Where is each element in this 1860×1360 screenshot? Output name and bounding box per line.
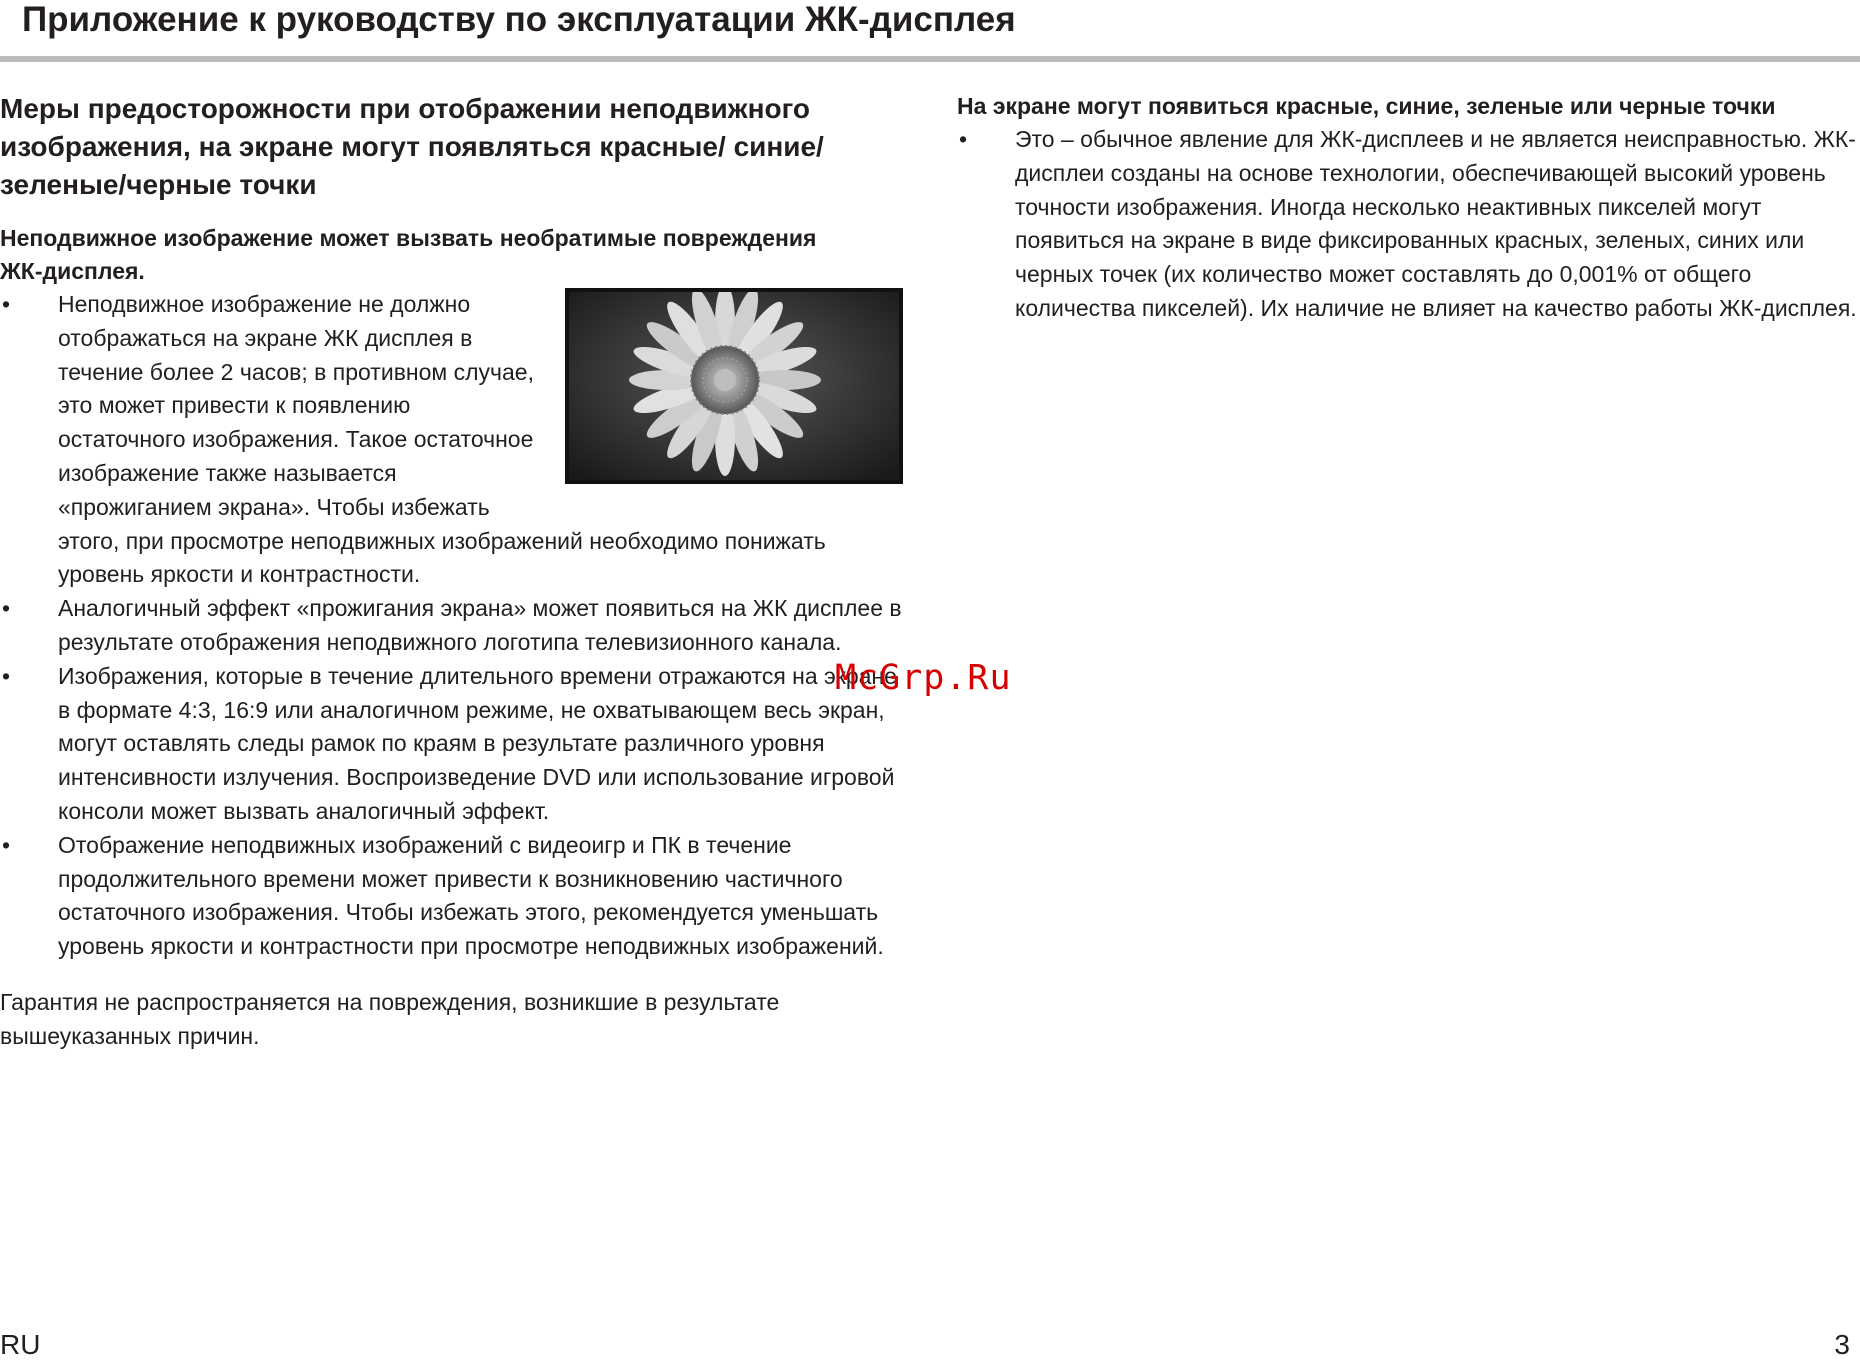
list-item [0, 660, 903, 829]
bullet-icon: • [2, 662, 11, 689]
page-number: 3 [1834, 1329, 1850, 1360]
list-item-text: Изображения, которые в течение длительного времени отражаются на экране в формате 4:3, 16:9 или аналогичном режиме, не охватывающем весь экран, могут оставлять следы рамок по краям в результате различного уровня интенсивности излучения. Воспроизведение DVD или использование игровой консоли может вызвать аналогичный эффект. [58, 662, 897, 824]
section-subtitle: На экране могут появиться красные, синие, зеленые или черные точки [957, 93, 1776, 119]
list-item [0, 829, 903, 964]
bullet-icon: • [2, 831, 11, 858]
section-subtitle: Неподвижное изображение может вызвать необратимые повреждения ЖК-дисплея. [0, 225, 817, 284]
list-item [957, 123, 1860, 326]
right-column [957, 90, 1857, 326]
bullet-icon: • [2, 291, 11, 317]
precautions-list [0, 288, 905, 964]
section-title: Меры предосторожности при отображении неподвижного изображения, на экране могут появляться красные/ синие/зеленые/черные точки [0, 93, 824, 200]
list-item-text: Это – обычное явление для ЖК-дисплеев и не является неисправностью. ЖК-дисплеи созданы на основе технологии, обеспечивающей высокий уровень точности изображения. Иногда несколько неактивных пикселей могут появиться на экране в виде фиксированных красных, зеленых, синих или черных точек (их количество может составлять до 0,001% от общего количества пикселей). Их наличие не влияет на качество работы ЖК-дисплея. [1015, 126, 1857, 321]
list-item-text: Аналогичный эффект «прожигания экрана» может появиться на ЖК дисплее в результате отображения неподвижного логотипа телевизионного канала. [58, 595, 902, 655]
left-column [0, 90, 905, 1054]
list-item-text: Неподвижное изображение не должно отображаться на экране ЖК дисплея в течение более 2 часов; в противном случае, это может привести к появлению остаточного изображения. Такое остаточное изображение также называется «прожиганием экрана». Чтобы избежать этого, при просмотре неподвижных изображений необходимо понижать уровень яркости и контрастности. [58, 291, 826, 588]
list-item [0, 592, 903, 660]
list-item [0, 288, 903, 592]
bullet-icon: • [2, 595, 11, 622]
watermark: McGrp.Ru [835, 658, 1012, 698]
list-item-text: Отображение неподвижных изображений с видеоигр и ПК в течение продолжительного времени может привести к возникновению частичного остаточного изображения. Чтобы избежать этого, рекомендуется уменьшать уровень яркости и контрастности при просмотре неподвижных изображений. [58, 831, 884, 960]
warranty-note: Гарантия не распространяется на повреждения, возникшие в результате вышеуказанных причин. [0, 988, 780, 1049]
bullet-icon: • [959, 126, 968, 152]
page-header [0, 0, 1860, 62]
footer-language: RU [0, 1329, 41, 1360]
sunflower-image [565, 288, 903, 484]
dead-pixel-list [957, 123, 1857, 326]
page-title: Приложение к руководству по эксплуатации ЖК-дисплея [22, 0, 1016, 39]
